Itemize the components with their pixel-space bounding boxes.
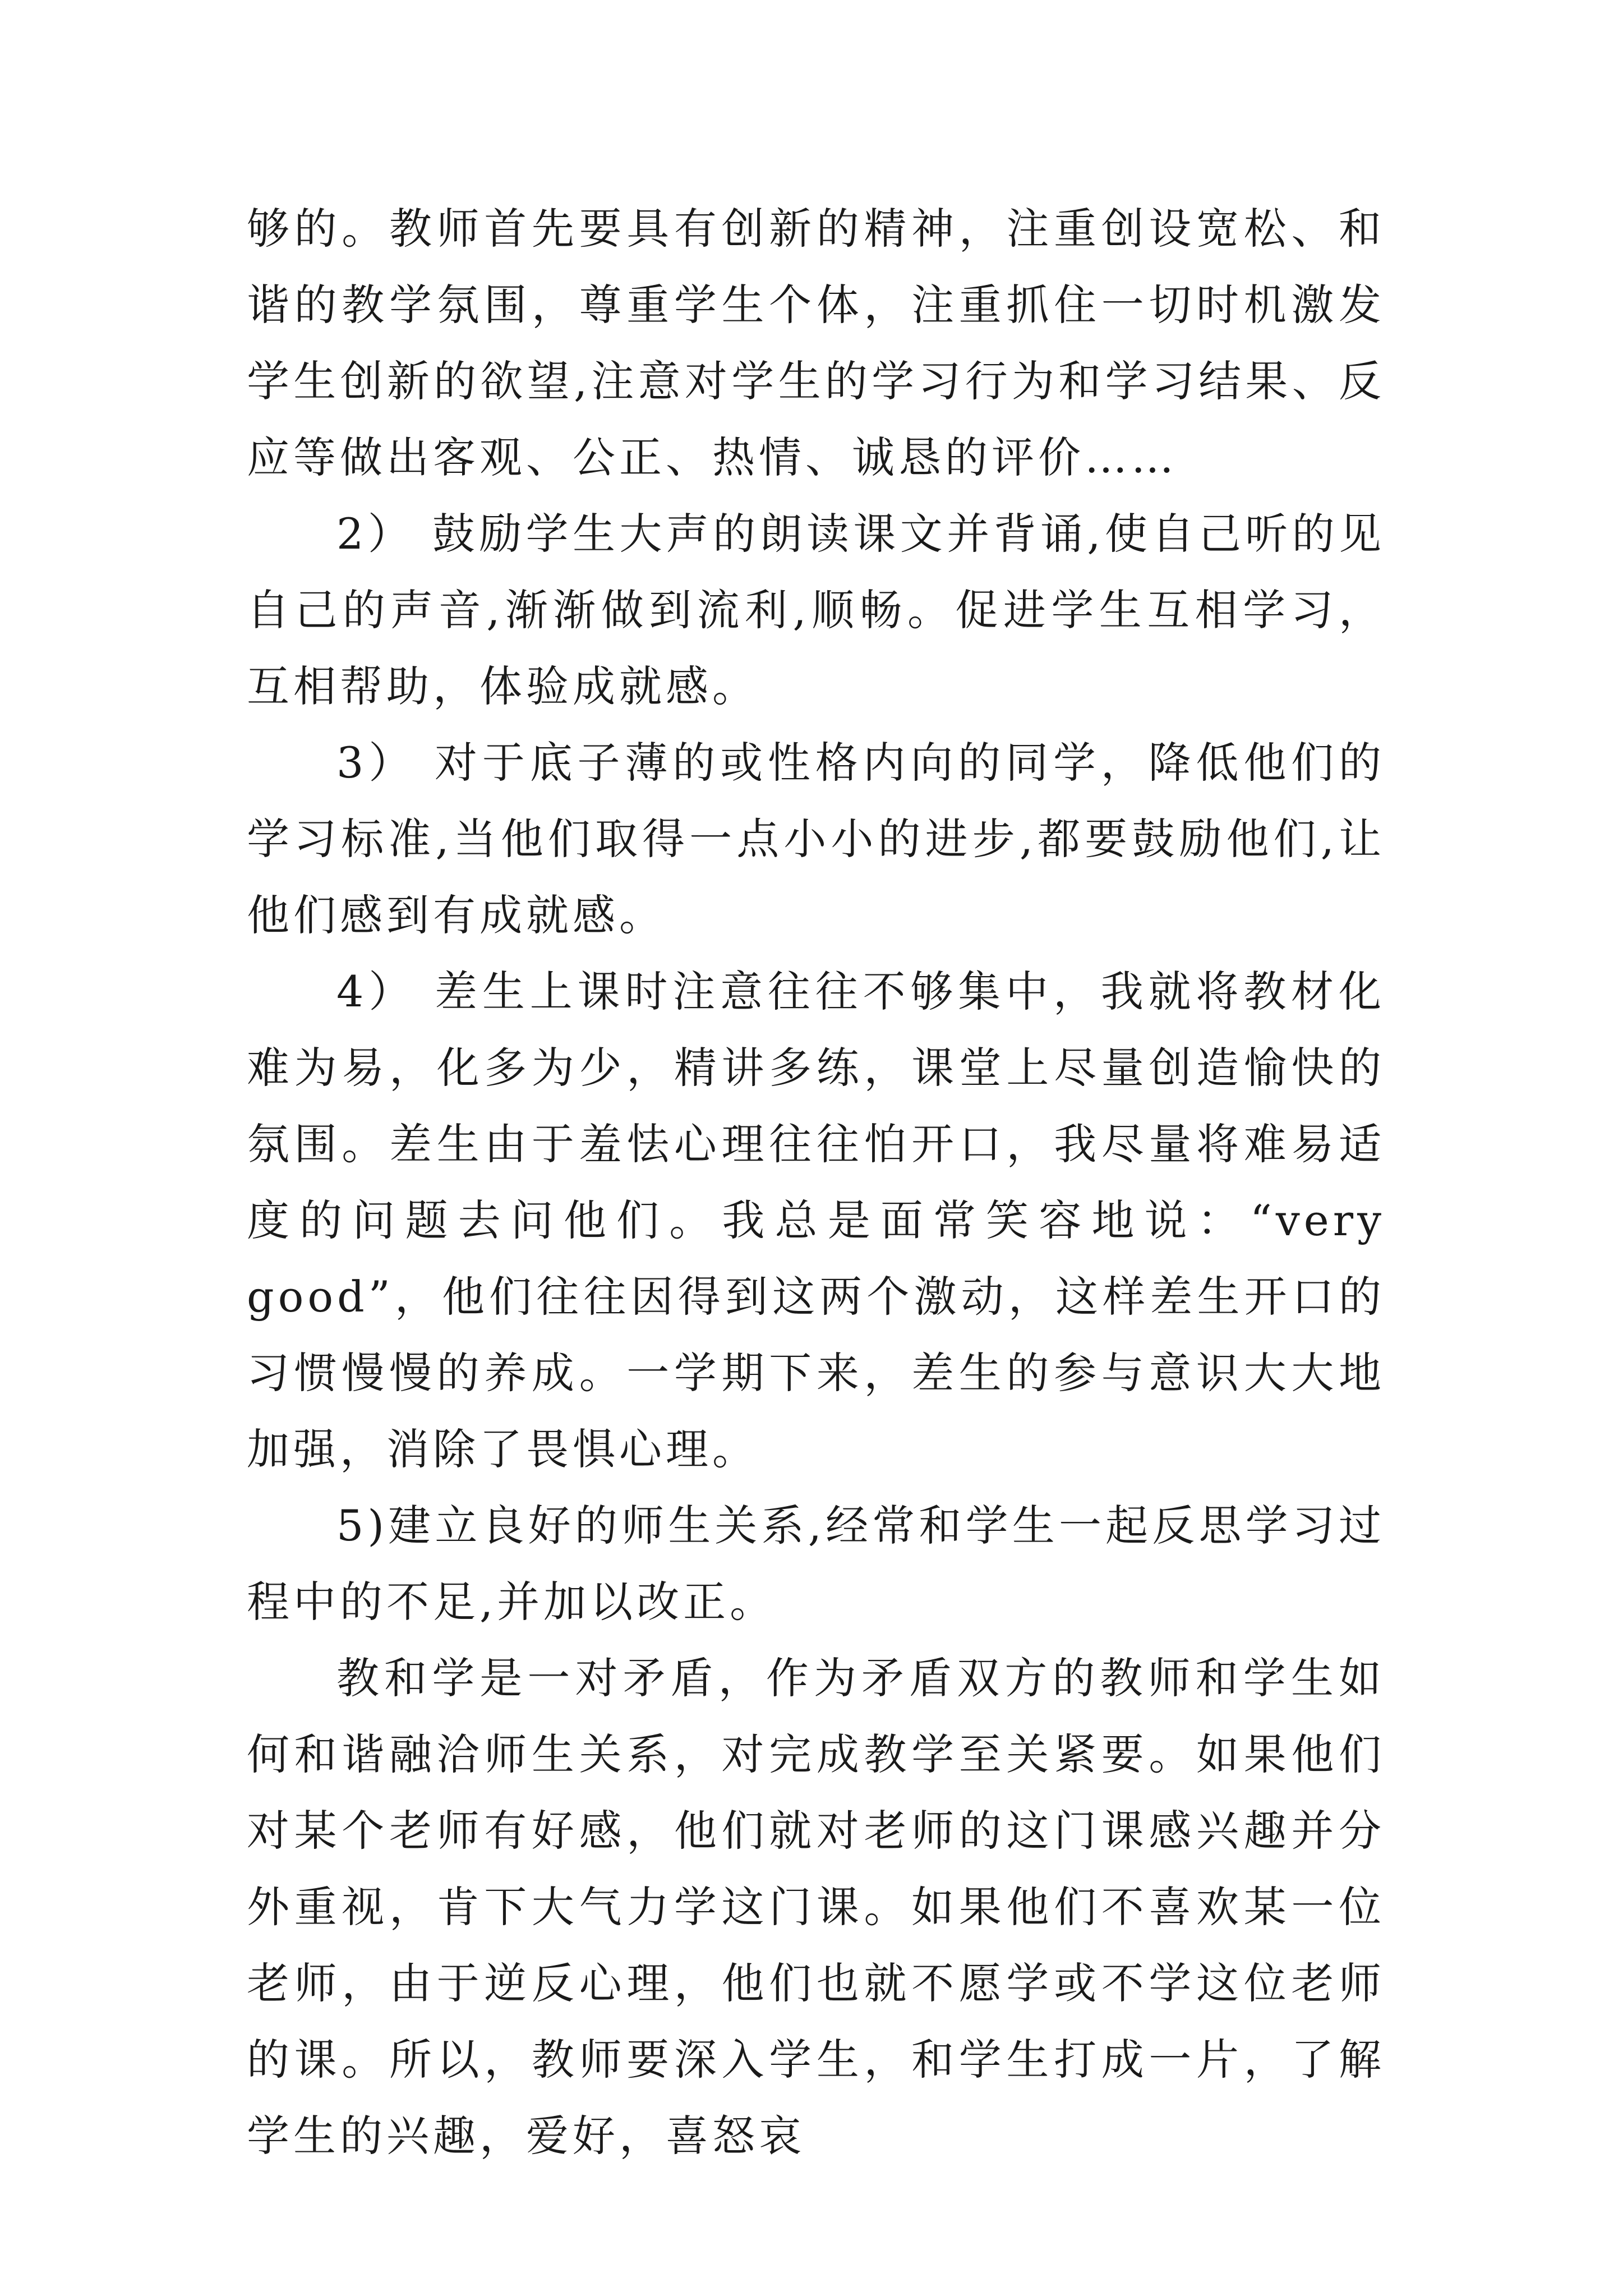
paragraph-item-4: 4） 差生上课时注意往往不够集中，我就将教材化难为易，化多为少，精讲多练，课堂上尽量创造愉快的氛围。差生由于羞怯心理往往怕开口，我尽量将难易适度的问题去问他们。我总是面常笑容地说：“very good”，他们往往因得到这两个激动，这样差生开口的习惯慢慢的养成。一学期下来，差生的参与意识大大地加强，消除了畏惧心理。 — [247, 967, 1385, 1474]
paragraph-continued: 够的。教师首先要具有创新的精神，注重创设宽松、和谐的教学氛围，尊重学生个体，注重抓住一切时机激发学生创新的欲望,注意对学生的学习行为和学习结果、反应等做出客观、公正、热情、诚恳的评价…… — [247, 204, 1385, 482]
paragraph-teacher-student: 教和学是一对矛盾，作为矛盾双方的教师和学生如何和谐融洽师生关系，对完成教学至关紧要。如果他们对某个老师有好感，他们就对老师的这门课感兴趣并分外重视，肯下大气力学这门课。如果他们不喜欢某一位老师，由于逆反心理，他们也就不愿学或不学这位老师的课。所以，教师要深入学生，和学生打成一片，了解学生的兴趣，爱好，喜怒哀 — [247, 1653, 1385, 2161]
paragraph-item-2: 2） 鼓励学生大声的朗读课文并背诵,使自己听的见自己的声音,渐渐做到流利,顺畅。促进学生互相学习，互相帮助，体验成就感。 — [247, 509, 1385, 711]
paragraph-item-5: 5)建立良好的师生关系,经常和学生一起反思学习过程中的不足,并加以改正。 — [247, 1501, 1385, 1627]
paragraph-item-3: 3） 对于底子薄的或性格内向的同学，降低他们的学习标准,当他们取得一点小小的进步,都要鼓励他们,让他们感到有成就感。 — [247, 738, 1385, 940]
document-body — [247, 191, 1385, 2174]
